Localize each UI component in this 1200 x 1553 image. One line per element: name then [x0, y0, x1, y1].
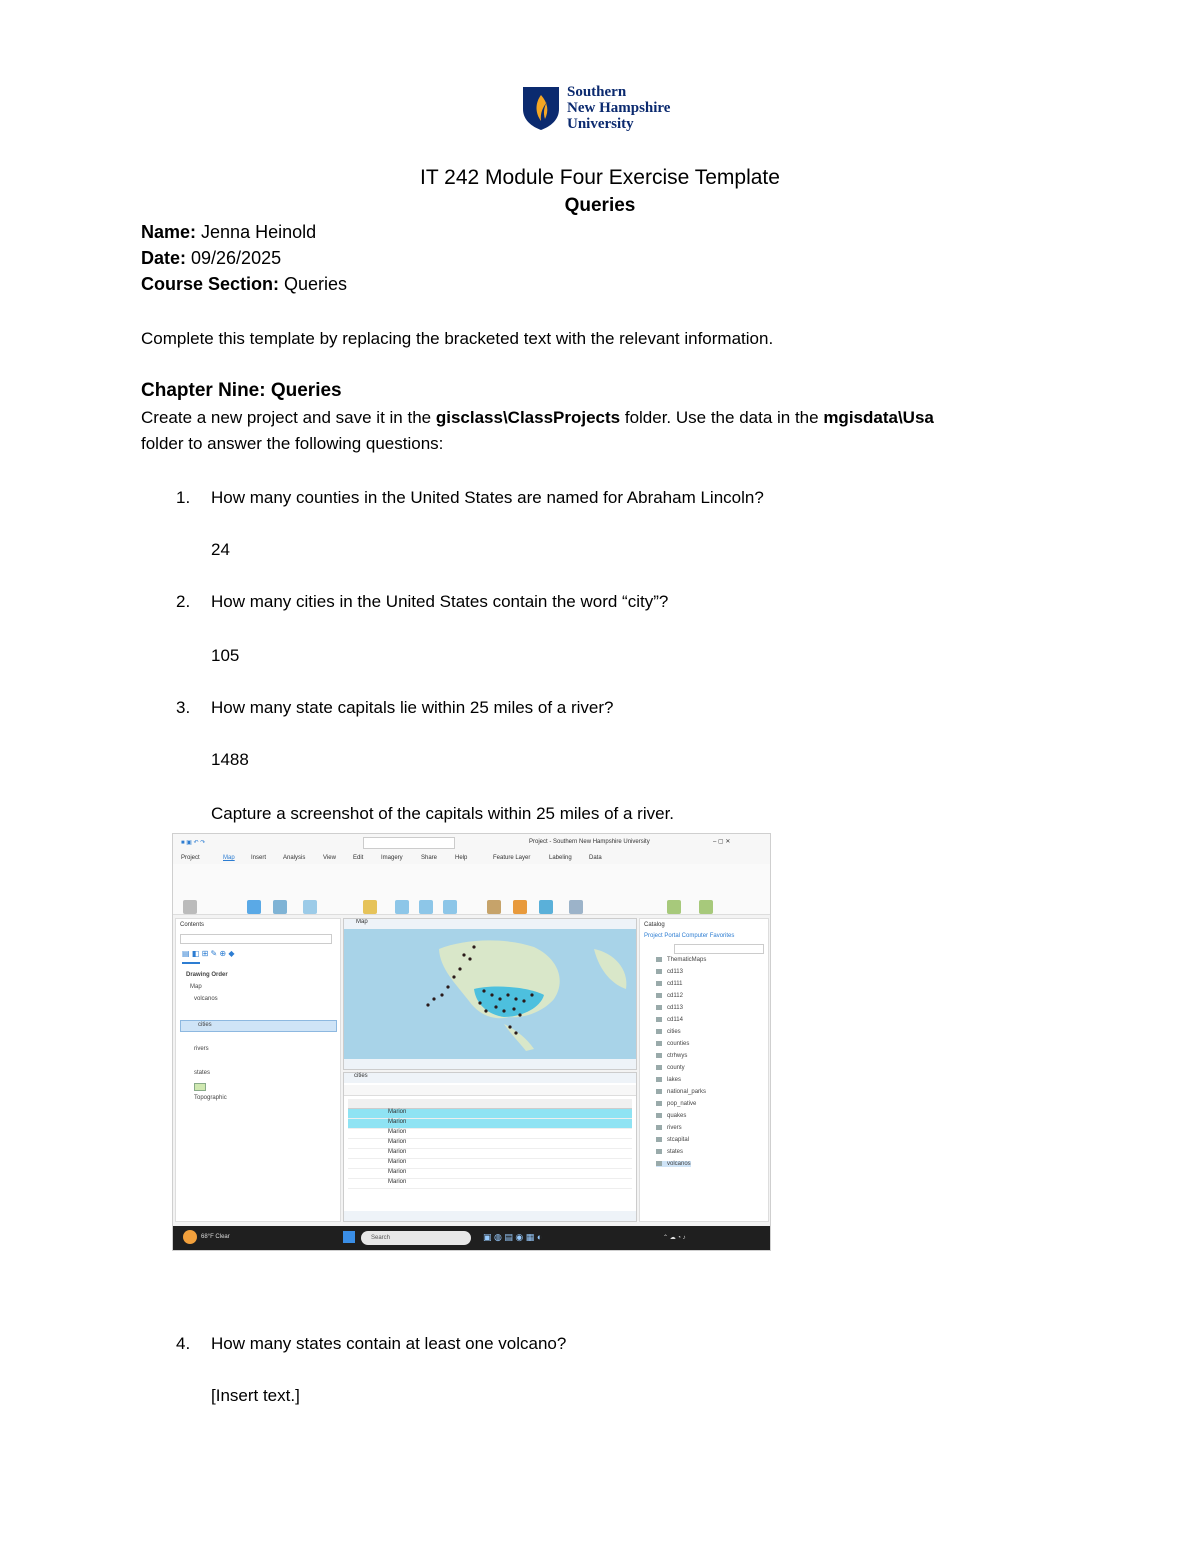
- map-graphic: [344, 929, 636, 1069]
- section-field: [141, 274, 347, 295]
- select-icon: [395, 900, 409, 914]
- question-text: How many states contain at least one volcano?: [211, 1334, 567, 1353]
- table-cell: Marion: [388, 1169, 407, 1175]
- catalog-pane: [639, 918, 769, 1222]
- explore-icon: [247, 900, 261, 914]
- weather-text: 68°F Clear: [201, 1234, 230, 1240]
- layer-icon: [656, 1005, 662, 1010]
- answer-text: 24: [211, 540, 230, 559]
- logo-wordmark: [567, 84, 670, 132]
- question-number: 4.: [176, 1334, 191, 1353]
- ribbon-tab: Map: [223, 855, 235, 861]
- section-value: Queries: [279, 274, 348, 294]
- catalog-item[interactable]: [656, 1017, 683, 1023]
- layer-icon: [656, 969, 662, 974]
- contents-item: Drawing Order: [186, 972, 228, 978]
- answer-text: 1488: [211, 750, 249, 769]
- table-header: [348, 1099, 632, 1109]
- layer-icon: [656, 1137, 662, 1142]
- catalog-item[interactable]: [656, 1137, 689, 1143]
- ribbon-tab: Analysis: [283, 855, 306, 861]
- catalog-item[interactable]: [656, 1149, 683, 1155]
- layer-icon: [656, 1149, 662, 1154]
- chapter-intro-line-2: folder to answer the following questions:: [141, 434, 444, 453]
- catalog-item[interactable]: [656, 1077, 681, 1083]
- question-number: 3.: [176, 698, 191, 717]
- catalog-item-label: rivers: [667, 1125, 682, 1132]
- question-number: 1.: [176, 488, 191, 507]
- app-icon: ■ ▣ ↶ ↷: [181, 840, 206, 846]
- table-cell: Marion: [388, 1149, 407, 1155]
- catalog-item[interactable]: [656, 957, 706, 963]
- chapter-heading: Chapter Nine: Queries: [141, 380, 342, 401]
- answer-text: 105: [211, 646, 240, 665]
- contents-item[interactable]: Topographic: [194, 1095, 227, 1101]
- layer-icon: [656, 1041, 662, 1046]
- question-text: How many cities in the United States contain the word “city”?: [211, 592, 669, 611]
- ribbon-tab: Feature Layer: [493, 855, 531, 861]
- logo-line-1: Southern: [567, 84, 627, 100]
- table-row[interactable]: [348, 1169, 632, 1179]
- map-status-bar: [344, 1059, 636, 1069]
- arcgis-screenshot: [172, 833, 771, 1251]
- table-row[interactable]: [348, 1179, 632, 1189]
- windows-taskbar: [173, 1226, 770, 1250]
- catalog-item[interactable]: [656, 1113, 686, 1119]
- app-titlebar: [173, 834, 770, 853]
- ribbon-tab: Data: [589, 855, 602, 861]
- table-status-bar: [344, 1211, 636, 1221]
- contents-item[interactable]: Map: [190, 984, 202, 990]
- select-by-location-icon: [443, 900, 457, 914]
- catalog-item-label: county: [667, 1065, 685, 1072]
- contents-search-input[interactable]: [180, 934, 332, 944]
- catalog-item[interactable]: [656, 1005, 683, 1011]
- contents-toolbar-icons: ▤ ◧ ⊞ ✎ ⊕ ◆: [182, 949, 235, 958]
- catalog-item-label: cities: [667, 1029, 681, 1036]
- contents-item[interactable]: volcanos: [194, 996, 218, 1002]
- catalog-item[interactable]: [656, 993, 683, 999]
- table-row[interactable]: [348, 1109, 632, 1119]
- layer-icon: [656, 981, 662, 986]
- catalog-item-label: pop_native: [667, 1101, 697, 1108]
- bookmarks-icon: [273, 900, 287, 914]
- layer-icon: [656, 1053, 662, 1058]
- layer-icon: [656, 1101, 662, 1106]
- document-title: IT 242 Module Four Exercise Template: [420, 166, 780, 189]
- ribbon-tab: Project: [181, 855, 200, 861]
- layer-icon: [656, 993, 662, 998]
- catalog-item[interactable]: [656, 1125, 682, 1131]
- catalog-item-label: ctrhwys: [667, 1053, 688, 1060]
- ribbon-tab: Labeling: [549, 855, 572, 861]
- contents-title: Contents: [180, 922, 205, 928]
- table-toolbar: [344, 1085, 636, 1096]
- intro-a: Create a new project and save it in the: [141, 408, 436, 427]
- catalog-item-label: cd112: [667, 993, 683, 1000]
- layer-icon: [656, 1029, 662, 1034]
- catalog-item-label: cd113: [667, 969, 683, 976]
- catalog-item-label: states: [667, 1149, 684, 1156]
- catalog-item[interactable]: [656, 1029, 681, 1035]
- contents-item[interactable]: rivers: [194, 1046, 209, 1052]
- states-swatch: [194, 1083, 206, 1091]
- ribbon-tab: View: [323, 855, 336, 861]
- table-cell: Marion: [388, 1159, 407, 1165]
- command-search-box: [363, 837, 455, 849]
- add-data-icon: [363, 900, 377, 914]
- date-value: 09/26/2025: [186, 248, 282, 268]
- name-field: [141, 222, 316, 243]
- snhu-logo: [521, 84, 670, 132]
- infographics-icon: [539, 900, 553, 914]
- table-cell: Marion: [388, 1109, 407, 1115]
- catalog-item-label: cd113: [667, 1005, 683, 1012]
- map-view[interactable]: [343, 918, 637, 1070]
- table-tab[interactable]: [344, 1073, 636, 1083]
- taskbar-search[interactable]: Search: [361, 1231, 471, 1245]
- catalog-title: Catalog: [644, 922, 665, 928]
- catalog-item[interactable]: [656, 1161, 691, 1167]
- contents-pane: [175, 918, 341, 1222]
- paste-icon: [183, 900, 197, 914]
- contents-item[interactable]: cities: [198, 1022, 212, 1028]
- layer-icon: [656, 1089, 662, 1094]
- ribbon-toolbar: [173, 864, 770, 915]
- catalog-item-label: stcapital: [667, 1137, 690, 1144]
- chapter-intro-line-1: [141, 408, 934, 428]
- window-controls-icon: – ▢ ✕: [713, 839, 731, 845]
- map-tab-label: Map: [356, 919, 368, 925]
- folder-icon: [656, 957, 662, 962]
- ribbon-tab: Imagery: [381, 855, 403, 861]
- ribbon-tabs: [173, 852, 770, 864]
- date-label: Date:: [141, 248, 187, 268]
- instructions: Complete this template by replacing the bracketed text with the relevant information.: [141, 329, 774, 348]
- layer-icon: [656, 1077, 662, 1082]
- table-row[interactable]: [348, 1139, 632, 1149]
- measure-icon: [487, 900, 501, 914]
- intro-folder-1: gisclass\ClassProjects: [435, 408, 621, 427]
- logo-line-2: New Hampshire: [567, 100, 671, 116]
- name-label: Name:: [141, 222, 197, 242]
- date-field: [141, 248, 281, 269]
- catalog-item-label: ThematicMaps: [667, 957, 707, 964]
- catalog-item[interactable]: [656, 1101, 696, 1107]
- question-text: How many state capitals lie within 25 miles of a river?: [211, 698, 614, 717]
- shield-icon: [521, 85, 561, 131]
- table-cell: Marion: [388, 1129, 407, 1135]
- section-label: Course Section:: [141, 274, 280, 294]
- contents-tab-indicator: [182, 962, 200, 964]
- catalog-item[interactable]: [656, 1089, 706, 1095]
- name-value: Jenna Heinold: [196, 222, 317, 242]
- coordinate-conversion-icon: [569, 900, 583, 914]
- catalog-item-label: lakes: [667, 1077, 682, 1084]
- download-map-icon: [699, 900, 713, 914]
- table-row[interactable]: [348, 1149, 632, 1159]
- table-row[interactable]: [348, 1119, 632, 1129]
- convert-icon: [667, 900, 681, 914]
- catalog-item-label: cd111: [667, 981, 683, 988]
- intro-folder-2: mgisdata\Usa: [823, 408, 934, 427]
- table-cell: Marion: [388, 1179, 407, 1185]
- document-subtitle: Queries: [564, 195, 636, 216]
- select-by-attributes-icon: [419, 900, 433, 914]
- catalog-item-label: national_parks: [667, 1089, 707, 1096]
- catalog-search-input[interactable]: [674, 944, 764, 954]
- go-to-icon: [303, 900, 317, 914]
- table-cell: Marion: [388, 1119, 407, 1125]
- app-title: Project - Southern New Hampshire University: [529, 839, 650, 845]
- catalog-item-label: volcanos: [667, 1161, 691, 1168]
- catalog-item-label: quakes: [667, 1113, 687, 1120]
- catalog-item-label: counties: [667, 1041, 690, 1048]
- logo-line-3: University: [567, 116, 634, 132]
- weather-icon: [183, 1230, 197, 1244]
- catalog-item[interactable]: [656, 981, 682, 987]
- ribbon-tab: Insert: [251, 855, 267, 861]
- intro-c: folder. Use the data in the: [620, 408, 824, 427]
- map-tab[interactable]: [344, 919, 636, 929]
- catalog-item[interactable]: [656, 1041, 689, 1047]
- table-row[interactable]: [348, 1129, 632, 1139]
- table-tab-label: cities: [354, 1073, 368, 1079]
- contents-item[interactable]: states: [194, 1070, 211, 1076]
- layer-icon: [656, 1125, 662, 1130]
- catalog-item[interactable]: [656, 1065, 685, 1071]
- catalog-item[interactable]: [656, 1053, 687, 1059]
- table-row[interactable]: [348, 1159, 632, 1169]
- taskbar-apps-icon[interactable]: ▣ ◍ ▤ ◉ ▦ ◐: [483, 1232, 543, 1242]
- system-tray-icon: ⌃ ☁ ◔ ♪: [663, 1235, 686, 1241]
- locate-icon: [513, 900, 527, 914]
- answer-placeholder: [Insert text.]: [211, 1386, 300, 1405]
- question-text: How many counties in the United States are named for Abraham Lincoln?: [211, 488, 764, 507]
- layer-icon: [656, 1017, 662, 1022]
- ribbon-tab: Help: [455, 855, 468, 861]
- catalog-item[interactable]: [656, 969, 683, 975]
- ribbon-tab: Edit: [353, 855, 364, 861]
- layer-icon: [656, 1161, 662, 1166]
- catalog-tabs: Project Portal Computer Favorites: [644, 933, 735, 939]
- catalog-item-label: cd114: [667, 1017, 683, 1024]
- screenshot-instruction: Capture a screenshot of the capitals within 25 miles of a river.: [211, 804, 675, 823]
- ribbon-tab: Share: [421, 855, 438, 861]
- attribute-table: [343, 1072, 637, 1222]
- table-cell: Marion: [388, 1139, 407, 1145]
- layer-icon: [656, 1113, 662, 1118]
- layer-icon: [656, 1065, 662, 1070]
- question-number: 2.: [176, 592, 191, 611]
- windows-start-icon[interactable]: [343, 1231, 355, 1243]
